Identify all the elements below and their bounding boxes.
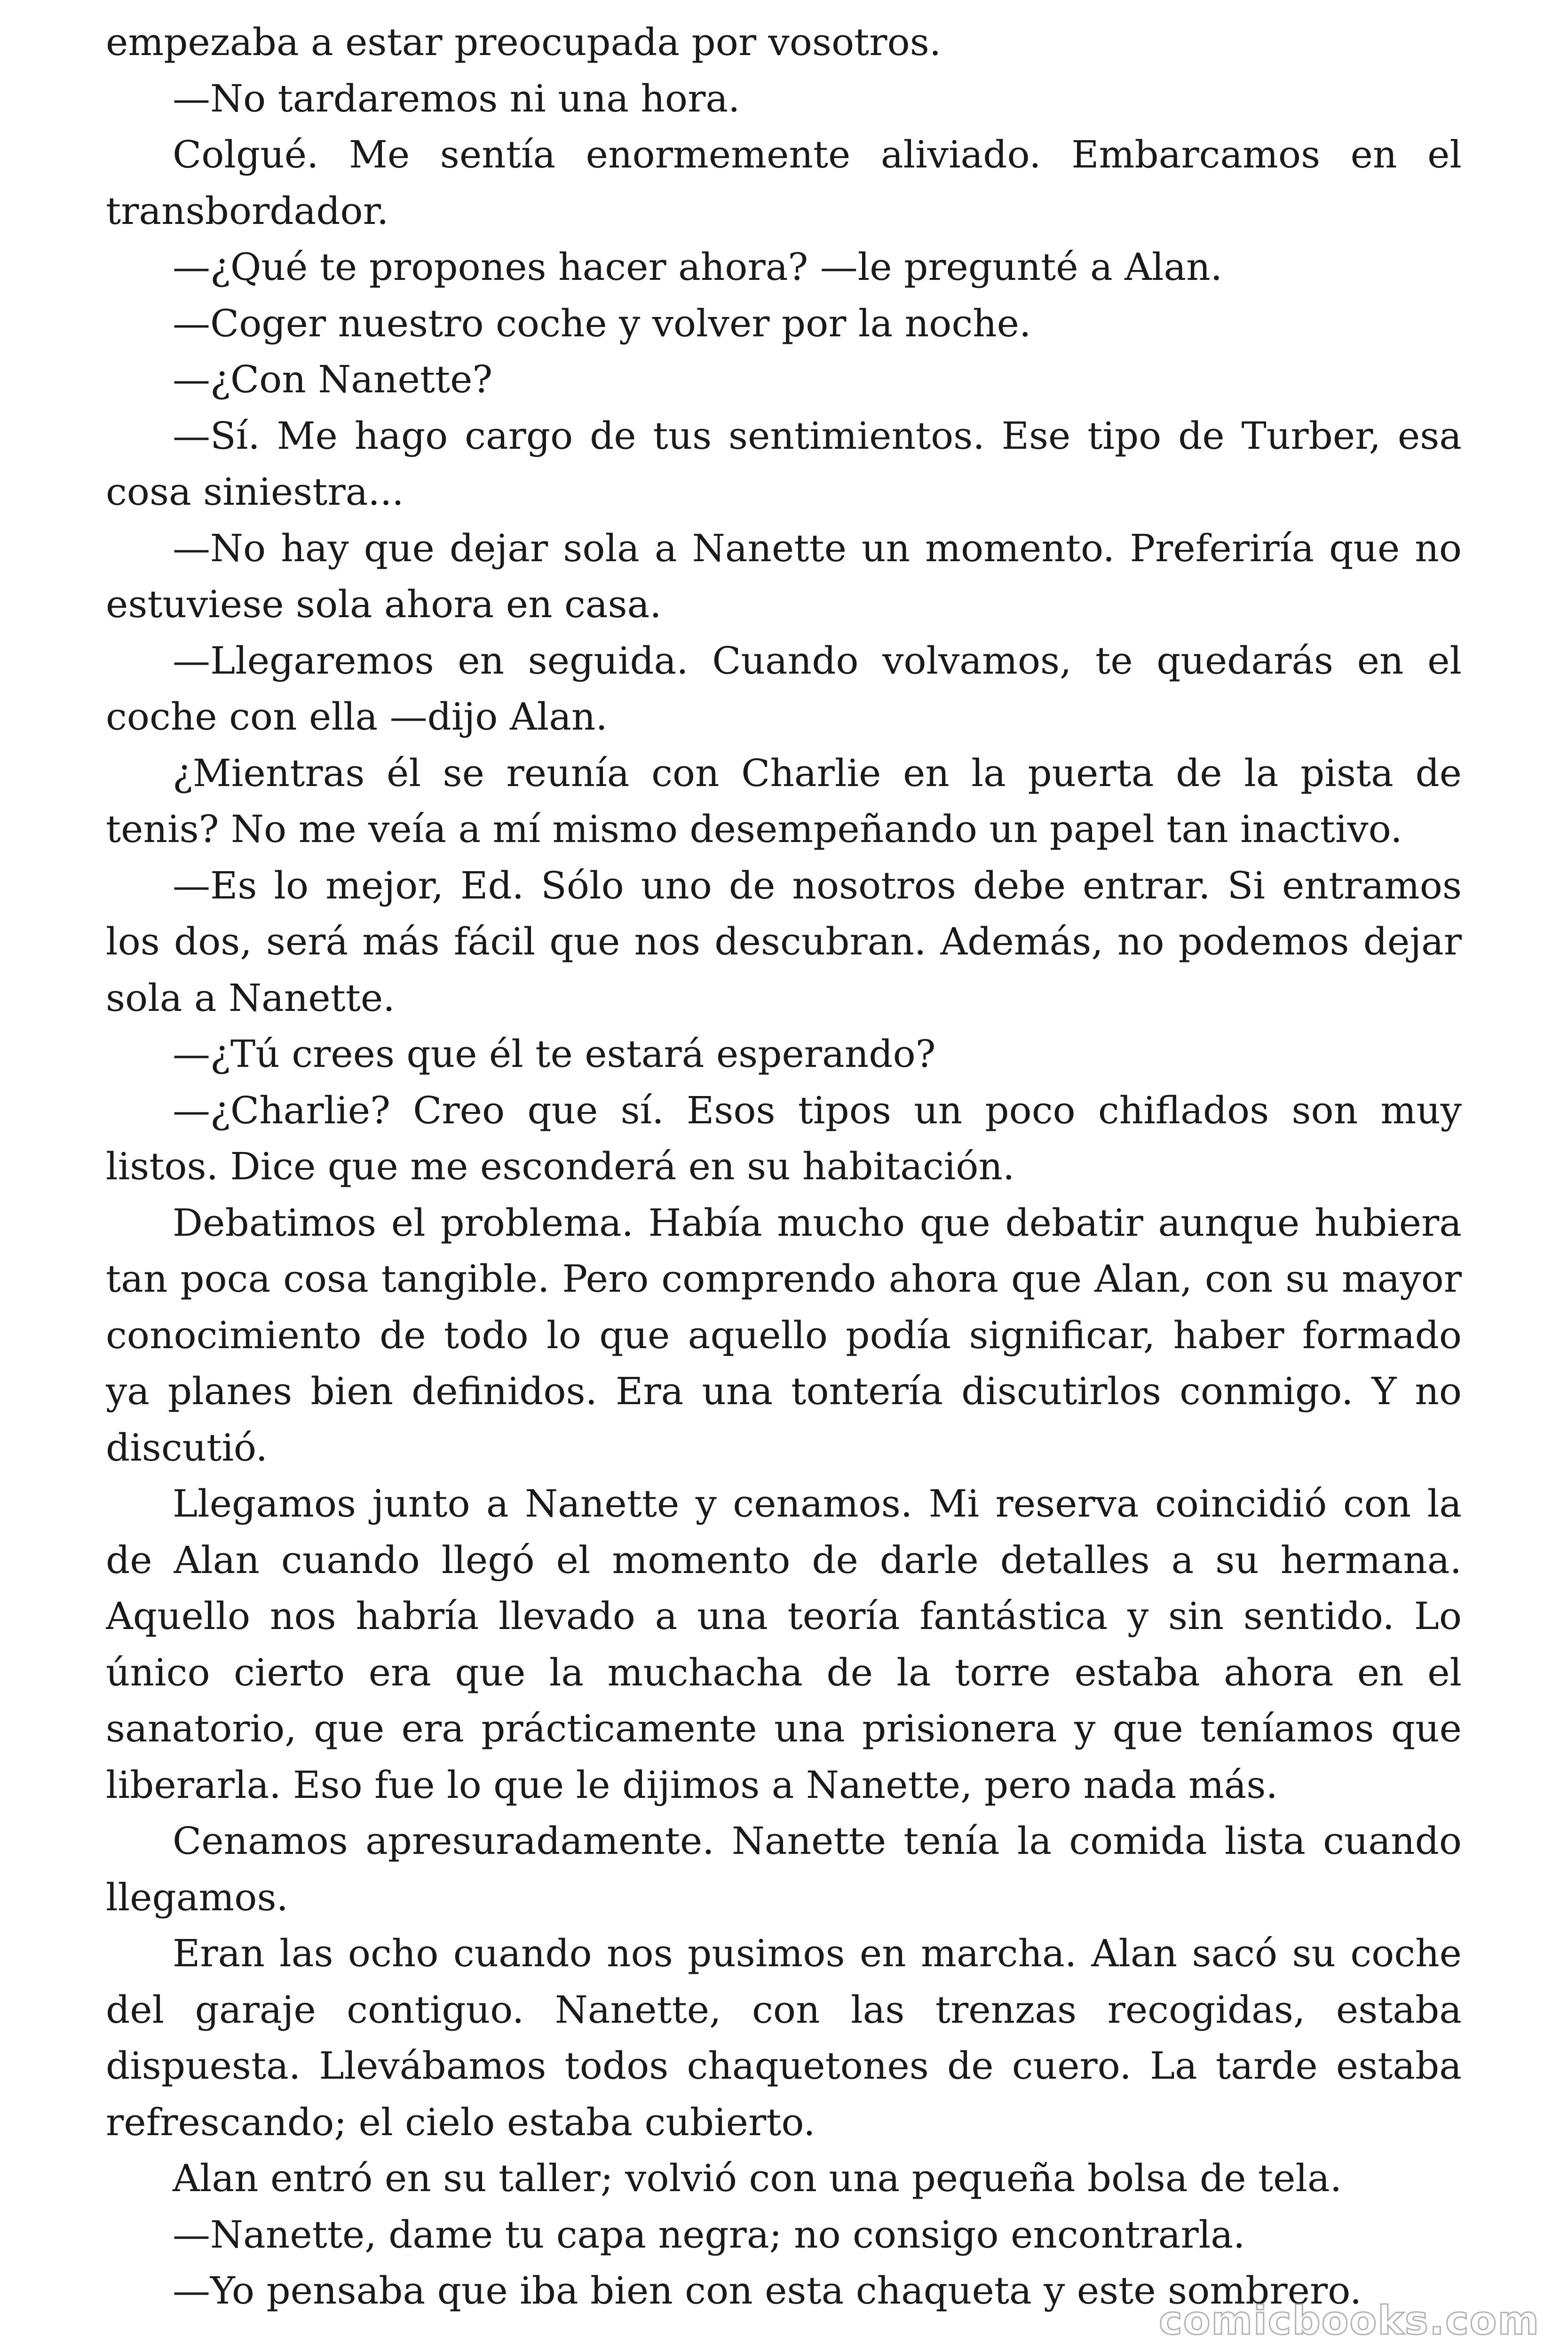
paragraph: —¿Con Nanette? bbox=[173, 358, 493, 401]
book-page bbox=[106, 14, 1462, 2338]
paragraph: —¿Tú crees que él te estará esperando? bbox=[173, 1032, 936, 1076]
paragraph: Alan entró en su taller; volvió con una pequeña bolsa de tela. bbox=[173, 2156, 1342, 2200]
paragraph: Debatimos el problema. Había mucho que debatir aunque hubiera tan poca cosa tangible. Pero comprendo ahora que Alan, con su mayor conocimiento de todo lo que aquello podía significar, haber formado ya planes bien definidos. Era una tontería discutirlos conmigo. Y no discutió. bbox=[106, 1200, 1462, 1470]
paragraph: —No tardaremos ni una hora. bbox=[173, 76, 740, 120]
paragraph: —Es lo mejor, Ed. Sólo uno de nosotros debe entrar. Si entramos los dos, será más fácil que nos descubran. Además, no podemos dejar sola a Nanette. bbox=[106, 863, 1462, 1020]
paragraph: Colgué. Me sentía enormemente aliviado. Embarcamos en el transbordador. bbox=[106, 133, 1462, 233]
paragraph: —Sí. Me hago cargo de tus sentimientos. Ese tipo de Turber, esa cosa siniestra... bbox=[106, 413, 1462, 514]
paragraph: —No hay que dejar sola a Nanette un momento. Preferiría que no estuviese sola ahora en casa. bbox=[106, 526, 1462, 626]
paragraph: —Coger nuestro coche y volver por la noche. bbox=[173, 301, 1031, 345]
paragraph: —Llegaremos en seguida. Cuando volvamos, te quedarás en el coche con ella —dijo Alan. bbox=[106, 638, 1462, 739]
paragraph: Llegamos junto a Nanette y cenamos. Mi reserva coincidió con la de Alan cuando llegó el momento de darle detalles a su hermana. Aquello nos habría llevado a una teoría fantástica y sin sentido. Lo único cierto era que la muchacha de la torre estaba ahora en el sanatorio, que era prácticamente una prisionera y que teníamos que liberarla. Eso fue lo que le dijimos a Nanette, pero nada más. bbox=[106, 1482, 1462, 1807]
paragraph: —¿Charlie? Creo que sí. Esos tipos un poco chiflados son muy listos. Dice que me esconderá en su habitación. bbox=[106, 1088, 1462, 1188]
watermark: comicbooks.com bbox=[1159, 2297, 1540, 2344]
paragraph: —Nanette, dame tu capa negra; no consigo encontrarla. bbox=[173, 2212, 1245, 2257]
paragraph: —¿Qué te propones hacer ahora? —le pregunté a Alan. bbox=[173, 245, 1223, 289]
paragraph: Cenamos apresuradamente. Nanette tenía la comida lista cuando llegamos. bbox=[106, 1819, 1462, 1919]
paragraph: —Yo pensaba que iba bien con esta chaqueta y este sombrero. bbox=[173, 2269, 1362, 2312]
paragraph: empezaba a estar preocupada por vosotros. bbox=[106, 20, 942, 64]
paragraph: ¿Mientras él se reunía con Charlie en la puerta de la pista de tenis? No me veía a mí mismo desempeñando un papel tan inactivo. bbox=[106, 751, 1462, 851]
paragraph: Eran las ocho cuando nos pusimos en marcha. Alan sacó su coche del garaje contiguo. Nanette, con las trenzas recogidas, estaba dispuesta. Llevábamos todos chaquetones de cuero. La tarde estaba refrescando; el cielo estaba cubierto. bbox=[106, 1931, 1462, 2144]
